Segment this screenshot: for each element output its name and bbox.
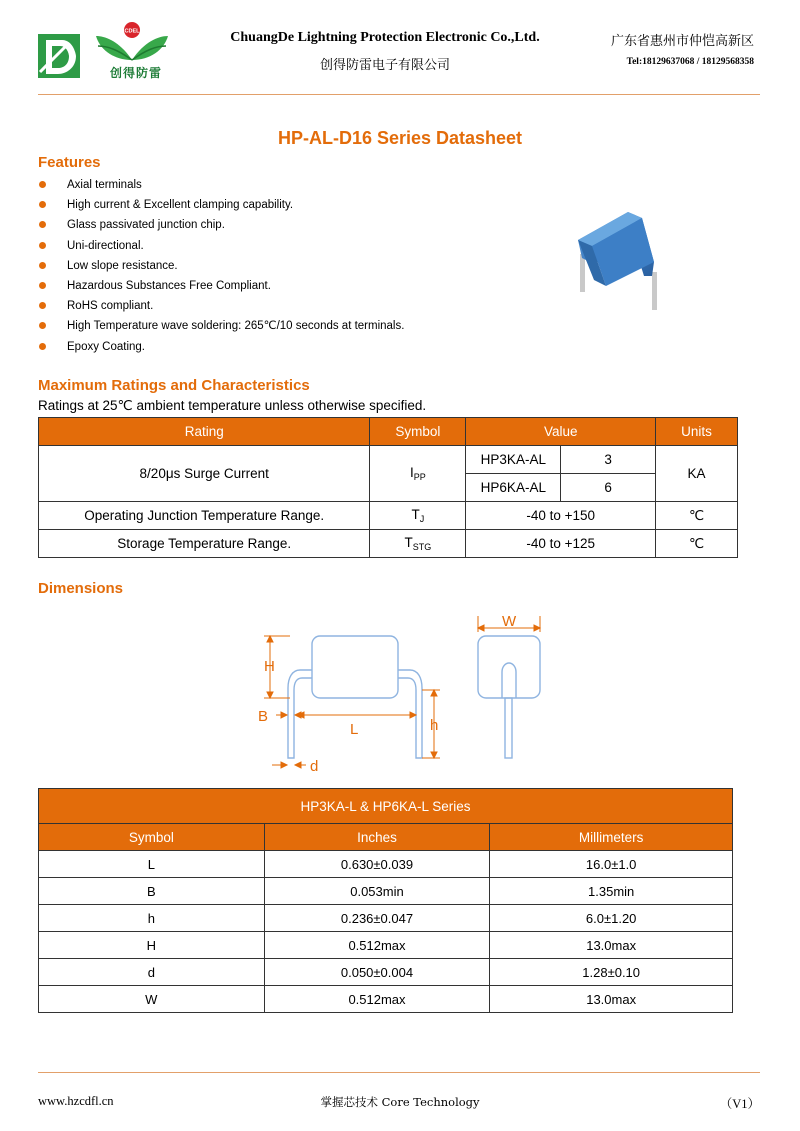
symbol-cell: W <box>39 986 265 1013</box>
value-cell: 3 <box>561 446 656 474</box>
value-cell: 6 <box>561 474 656 502</box>
col-header: Rating <box>39 418 370 446</box>
unit-cell: ℃ <box>656 530 738 558</box>
table-row <box>39 905 733 932</box>
feature-item: High current & Excellent clamping capability. <box>38 195 404 215</box>
feature-item: Uni-directional. <box>38 236 404 256</box>
mm-cell: 6.0±1.20 <box>490 905 733 932</box>
company-name-cn: 创得防雷电子有限公司 <box>319 58 450 73</box>
table-row <box>39 502 738 530</box>
bullet-icon <box>39 302 46 309</box>
inches-cell: 0.512max <box>264 932 490 959</box>
dimensions-caption-row <box>39 789 733 824</box>
table-row <box>39 851 733 878</box>
inches-cell: 0.236±0.047 <box>264 905 490 932</box>
dim-label-L: L <box>350 721 359 738</box>
inches-cell: 0.512max <box>264 986 490 1013</box>
inches-cell: 0.050±0.004 <box>264 959 490 986</box>
ratings-table <box>38 417 738 558</box>
table-row <box>39 446 738 474</box>
footer-tagline: 掌握芯技术 Core Technology <box>320 1095 480 1109</box>
mm-cell: 13.0max <box>490 932 733 959</box>
dim-label-H: H <box>264 658 275 675</box>
datasheet-title: HP-AL-D16 Series Datasheet <box>277 128 523 148</box>
symbol-cell: L <box>39 851 265 878</box>
dimensions-heading: Dimensions <box>38 580 124 597</box>
symbol-cell: B <box>39 878 265 905</box>
feature-item: High Temperature wave soldering: 265℃/10 seconds at terminals. <box>38 316 404 336</box>
table-row <box>39 878 733 905</box>
ratings-heading: Maximum Ratings and Characteristics <box>38 377 310 394</box>
symbol-cell: H <box>39 932 265 959</box>
bullet-icon <box>39 262 46 269</box>
mm-cell: 13.0max <box>490 986 733 1013</box>
value-cell: -40 to +125 <box>466 530 656 558</box>
dimensions-header-row <box>39 824 733 851</box>
feature-item: Epoxy Coating. <box>38 337 404 357</box>
dim-label-h: h <box>430 717 439 734</box>
col-header: Value <box>466 418 656 446</box>
bullet-icon <box>39 181 46 188</box>
mm-cell: 16.0±1.0 <box>490 851 733 878</box>
col-header: Symbol <box>370 418 466 446</box>
feature-item: Hazardous Substances Free Compliant. <box>38 276 404 296</box>
col-header: Inches <box>264 824 490 851</box>
table-row <box>39 986 733 1013</box>
rating-cell: Operating Junction Temperature Range. <box>39 502 370 530</box>
bullet-icon <box>39 282 46 289</box>
symbol-cell: h <box>39 905 265 932</box>
bullet-icon <box>39 343 46 350</box>
col-header: Units <box>656 418 738 446</box>
bullet-icon <box>39 201 46 208</box>
ratings-header-row <box>39 418 738 446</box>
dim-label-B: B <box>258 708 269 725</box>
product-photo <box>572 210 668 318</box>
symbol-cell: $I_{PP}$ <box>370 446 466 502</box>
feature-item: RoHS compliant. <box>38 296 404 316</box>
dimensions-table <box>38 788 733 1013</box>
model-cell: HP6KA-AL <box>466 474 561 502</box>
inches-cell: 0.053min <box>264 878 490 905</box>
symbol-cell: $T_{STG}$ <box>370 530 466 558</box>
bullet-icon <box>39 242 46 249</box>
value-cell: -40 to +150 <box>466 502 656 530</box>
table-row <box>39 932 733 959</box>
dim-label-d: d <box>310 758 319 775</box>
mm-cell: 1.28±0.10 <box>490 959 733 986</box>
table-row <box>39 959 733 986</box>
symbol-cell: d <box>39 959 265 986</box>
company-tel: Tel:18129637068 / 18129568358 <box>626 57 754 67</box>
footer-version: （V1） <box>719 1097 760 1111</box>
company-name-en: ChuangDe Lightning Protection Electronic Co.,Ltd. <box>230 30 540 45</box>
footer-website-link[interactable]: www.hzcdfl.cn <box>38 1094 114 1108</box>
col-header: Millimeters <box>490 824 733 851</box>
dimensions-table-caption: HP3KA-L & HP6KA-L Series <box>39 789 733 824</box>
symbol-cell: $T_J$ <box>370 502 466 530</box>
mm-cell: 1.35min <box>490 878 733 905</box>
inches-cell: 0.630±0.039 <box>264 851 490 878</box>
feature-item: Axial terminals <box>38 175 404 195</box>
footer-divider <box>38 1072 760 1073</box>
rating-cell: 8/20μs Surge Current <box>39 446 370 502</box>
bullet-icon <box>39 322 46 329</box>
features-list <box>38 175 404 357</box>
unit-cell: KA <box>656 446 738 502</box>
dimension-drawing <box>254 608 554 778</box>
unit-cell: ℃ <box>656 502 738 530</box>
logo-badge-text: CDEL <box>124 28 140 35</box>
col-header: Symbol <box>39 824 265 851</box>
feature-item: Low slope resistance. <box>38 256 404 276</box>
table-row <box>39 530 738 558</box>
header-divider <box>38 94 760 95</box>
company-logo-icon <box>38 34 80 78</box>
features-heading: Features <box>38 154 101 171</box>
bullet-icon <box>39 221 46 228</box>
dim-label-W: W <box>502 613 517 630</box>
ratings-note: Ratings at 25℃ ambient temperature unless otherwise specified. <box>38 398 427 413</box>
brand-name: 创得防雷 <box>109 66 162 80</box>
feature-item: Glass passivated junction chip. <box>38 215 404 235</box>
rating-cell: Storage Temperature Range. <box>39 530 370 558</box>
model-cell: HP3KA-AL <box>466 446 561 474</box>
page-header <box>0 0 800 96</box>
company-address: 广东省惠州市仲恺高新区 <box>610 34 754 49</box>
